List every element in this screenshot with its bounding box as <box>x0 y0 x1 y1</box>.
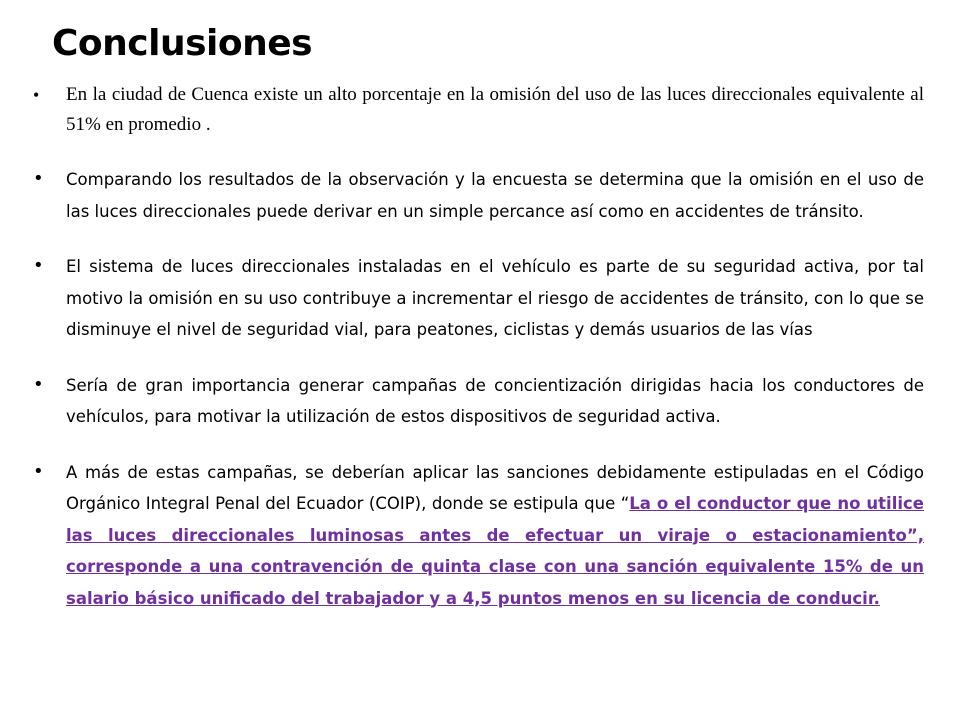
bullet-text: El sistema de luces direccionales instaladas en el vehículo es parte de su seguridad activa, por tal motivo la omisión en su uso contribuye a incrementar el riesgo de accidentes de tránsito, con lo que se disminuye el nivel de seguridad vial, para peatones, ciclistas y demás usuarios de las vías <box>66 257 924 339</box>
bullet-item-3 <box>33 251 924 346</box>
bullet-dot-icon: • <box>33 255 44 276</box>
bullet-dot-icon: • <box>33 373 44 395</box>
bullet-dot-icon: • <box>33 168 44 189</box>
bullet-text: Comparando los resultados de la observación y la encuesta se determina que la omisión en el uso de las luces direccionales puede derivar en un simple percance así como en accidentes de tránsito. <box>66 170 924 221</box>
bullet-dot-icon: • <box>33 85 40 105</box>
bullet-text: En la ciudad de Cuenca existe un alto porcentaje en la omisión del uso de las luces direccionales equivalente al 51% en promedio . <box>66 84 924 135</box>
bullet-dot-icon: • <box>33 460 44 482</box>
bullet-item-2 <box>33 164 924 227</box>
bullet-list <box>33 80 924 614</box>
page-title: Conclusiones <box>52 23 313 64</box>
bullet-item-4 <box>33 370 924 433</box>
coip-citation-link[interactable]: La o el conductor que no utilice las luces direccionales luminosas antes de efectuar un viraje o estacionamiento”, corresponde a una contravención de quinta clase con una sanción equivalente 15% de un salario básico unificado del trabajador y a 4,5 puntos menos en su licencia de conducir. <box>66 494 924 608</box>
bullet-text: Sería de gran importancia generar campañas de concientización dirigidas hacia los conductores de vehículos, para motivar la utilización de estos dispositivos de seguridad activa. <box>66 375 924 426</box>
bullet-item-1 <box>33 80 924 140</box>
bullet-text: A más de estas campañas, se deberían aplicar las sanciones debidamente estipuladas en el Código Orgánico Integral Penal del Ecuador (COIP), donde se estipula que “ <box>66 462 924 513</box>
bullet-item-5 <box>33 457 924 615</box>
